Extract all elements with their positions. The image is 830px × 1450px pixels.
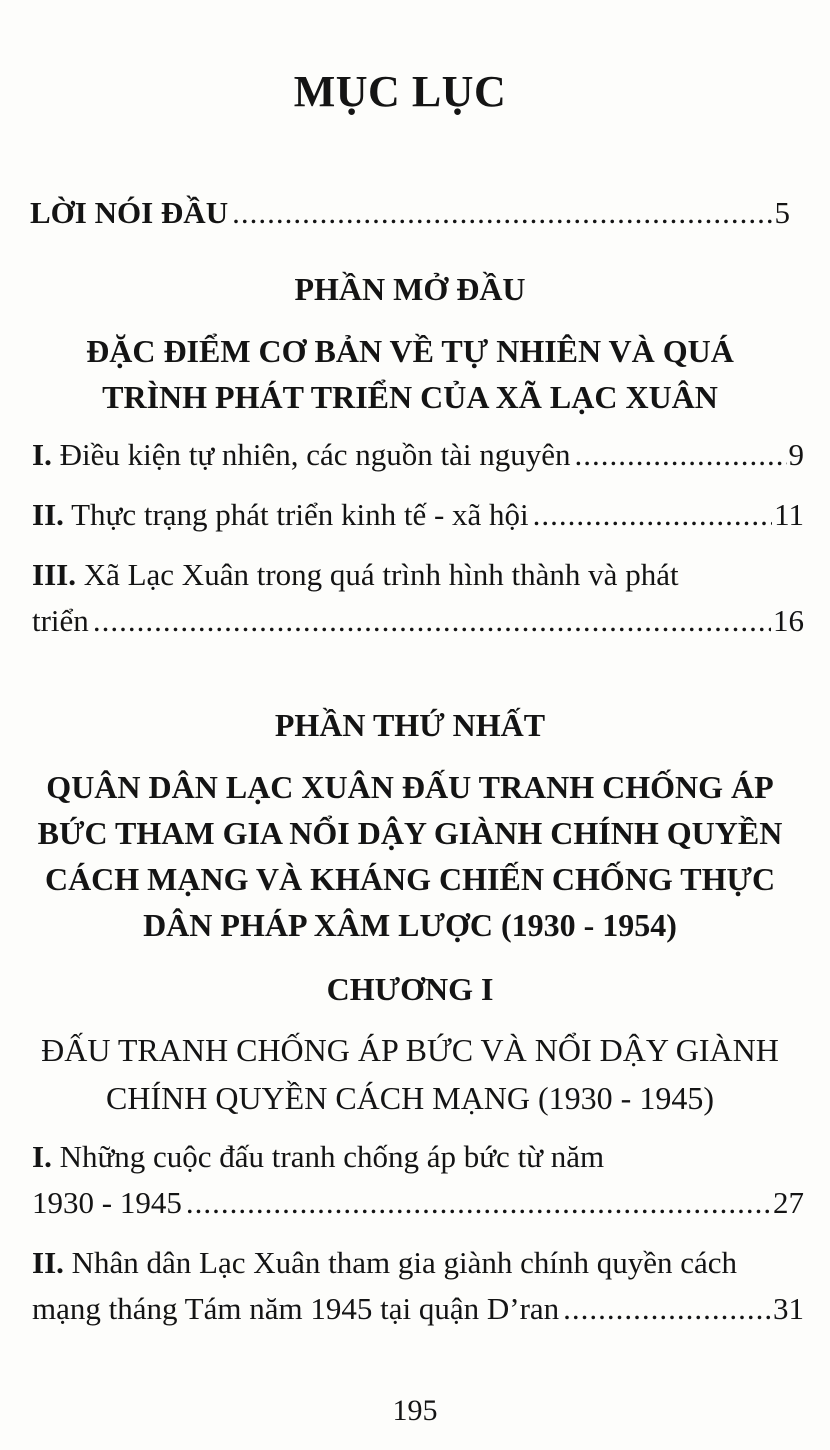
entry-text: triển — [32, 603, 89, 638]
chapter-title-line: CHÍNH QUYỀN CÁCH MẠNG (1930 - 1945) — [106, 1080, 714, 1116]
toc-entry[interactable] — [32, 432, 804, 478]
part-title-line: DÂN PHÁP XÂM LƯỢC (1930 - 1954) — [143, 907, 677, 943]
entry-page-number: 11 — [774, 497, 804, 532]
entry-numeral: II. — [32, 497, 64, 532]
part-title-line: QUÂN DÂN LẠC XUÂN ĐẤU TRANH CHỐNG ÁP — [46, 769, 774, 805]
entry-page-number: 9 — [788, 437, 804, 472]
entry-text: Những cuộc đấu tranh chống áp bức từ năm — [59, 1139, 605, 1174]
entry-page-number: 16 — [773, 603, 804, 638]
entry-text: 1930 - 1945 — [32, 1185, 182, 1220]
entry-numeral: II. — [32, 1245, 64, 1280]
entry-numeral: I. — [32, 437, 52, 472]
chapter-label: CHƯƠNG I — [326, 971, 494, 1007]
entry-text: Thực trạng phát triển kinh tế - xã hội — [71, 497, 529, 532]
dot-leader — [563, 1286, 771, 1332]
dot-leader — [533, 492, 772, 538]
entry-text: Điều kiện tự nhiên, các nguồn tài nguyên — [59, 437, 571, 472]
part-title-line: BỨC THAM GIA NỔI DẬY GIÀNH CHÍNH QUYỀN — [37, 815, 783, 851]
page-number: 195 — [392, 1394, 438, 1427]
dot-leader — [575, 432, 787, 478]
entry-page-number: 27 — [773, 1185, 804, 1220]
page-title: MỤC LỤC — [293, 67, 507, 116]
toc-entry[interactable] — [32, 492, 804, 538]
part-title-line: CÁCH MẠNG VÀ KHÁNG CHIẾN CHỐNG THỰC — [44, 861, 776, 897]
dot-leader — [93, 598, 771, 644]
dot-leader — [186, 1180, 771, 1226]
toc-entry[interactable] — [32, 1240, 804, 1332]
entry-numeral: III. — [32, 557, 76, 592]
part-title-line: ĐẶC ĐIỂM CƠ BẢN VỀ TỰ NHIÊN VÀ QUÁ — [86, 333, 734, 369]
entry-numeral: I. — [32, 1139, 52, 1174]
dot-leader — [232, 190, 772, 236]
entry-text: mạng tháng Tám năm 1945 tại quận D’ran — [32, 1291, 560, 1326]
entry-label: LỜI NÓI ĐẦU — [30, 195, 229, 230]
toc-entry[interactable] — [32, 552, 804, 644]
chapter-title-line: ĐẤU TRANH CHỐNG ÁP BỨC VÀ NỔI DẬY GIÀNH — [41, 1032, 779, 1068]
entry-page-number: 5 — [774, 195, 790, 230]
entry-text: Xã Lạc Xuân trong quá trình hình thành và phát — [83, 557, 679, 592]
toc-entry[interactable] — [32, 1134, 804, 1226]
toc-entry-preface[interactable] — [30, 190, 790, 236]
part-label: PHẦN MỞ ĐẦU — [294, 271, 526, 307]
part-label: PHẦN THỨ NHẤT — [274, 707, 546, 743]
entry-page-number: 31 — [773, 1291, 804, 1326]
entry-text: Nhân dân Lạc Xuân tham gia giành chính quyền cách — [71, 1245, 738, 1280]
part-title-line: TRÌNH PHÁT TRIỂN CỦA XÃ LẠC XUÂN — [102, 379, 718, 415]
